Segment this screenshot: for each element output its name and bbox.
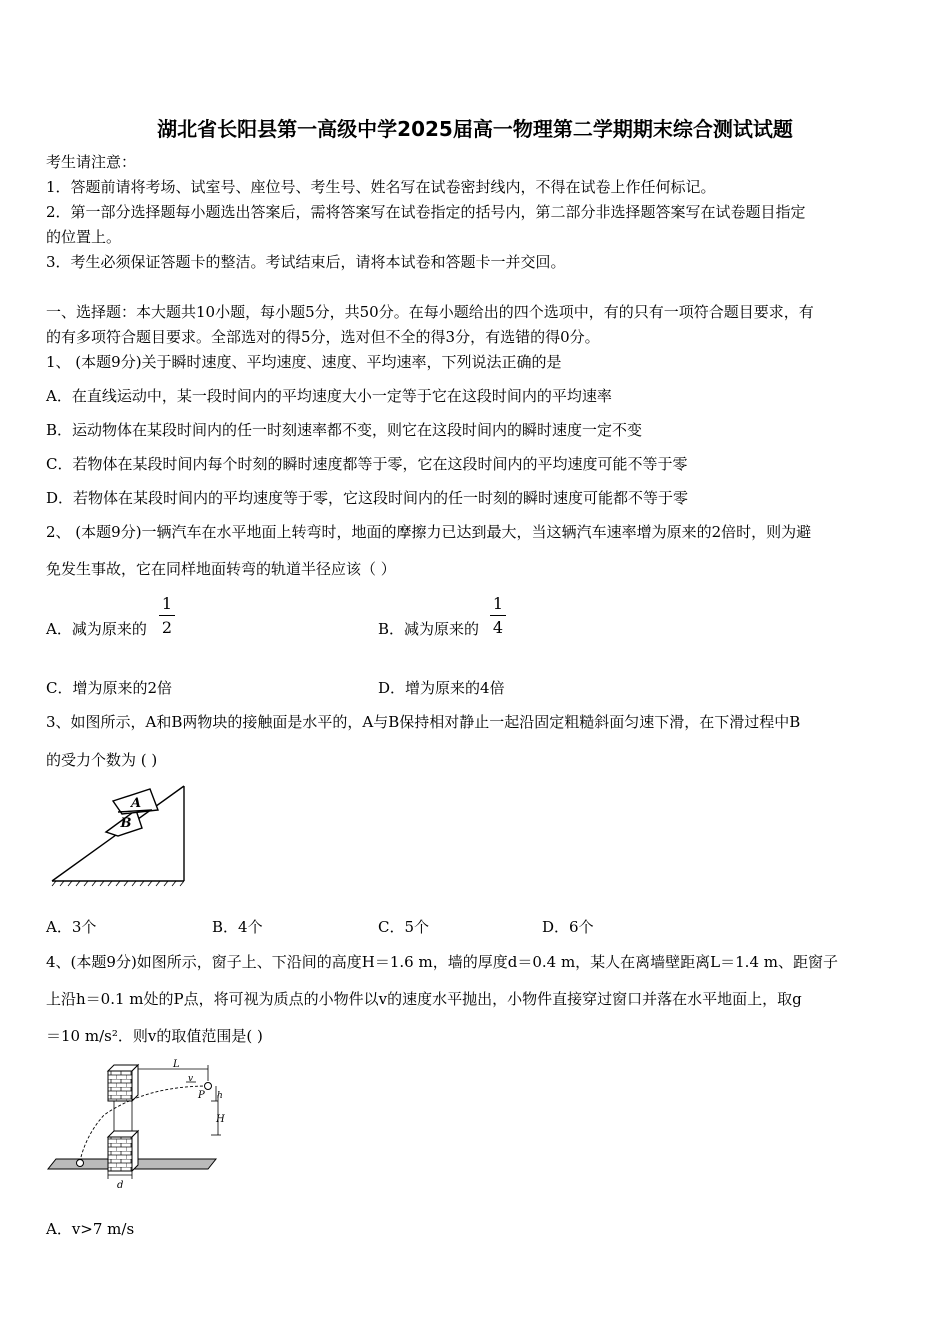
q2-stem-cont: 免发生事故，它在同样地面转弯的轨道半径应该（ ） [46,560,396,578]
q1-stem: 1、 (本题9分)关于瞬时速度、平均速度、速度、平均速率，下列说法正确的是 [46,353,562,371]
q4-option-a: A．v>7 m/s [46,1220,135,1238]
q2-option-d: D．增为原来的4倍 [378,679,505,697]
upper-wall [108,1065,138,1101]
label-l: L [173,1059,180,1070]
section-instructions: 一、选择题：本大题共10小题，每小题5分，共50分。在每小题给出的四个选项中，有的只有一项符合题目要求，有 [46,303,814,321]
q3-option-c: C．5个 [378,918,430,936]
q3-option-b: B．4个 [212,918,263,936]
notice-item-2-cont: 的位置上。 [46,228,122,246]
q4-stem: 4、(本题9分)如图所示，窗子上、下沿间的高度H＝1.6 m，墙的厚度d＝0.4 m，某人在离墙壁距离L＝1.4 m、距窗子 [46,953,838,971]
q2-option-a: A．减为原来的 [46,620,147,638]
q2-option-b: B．减为原来的 [378,620,480,638]
page-title: 湖北省长阳县第一高级中学2025届高一物理第二学期期末综合测试试题 [157,117,793,141]
notice-item-2: 2．第一部分选择题每小题选出答案后，需将答案写在试卷指定的括号内，第二部分非选择题答案写在试卷题目指定 [46,203,806,221]
q2-option-a-fraction: 1 2 [159,594,175,637]
q2-option-b-fraction: 1 4 [490,594,506,637]
q4-stem-cont: 上沿h＝0.1 m处的P点，将可视为质点的小物件以v的速度水平抛出，小物件直接穿过窗口并落在水平地面上，取g [46,990,802,1008]
label-v: v [188,1074,194,1084]
lower-wall [108,1131,138,1171]
q3-incline-figure [46,780,196,895]
label-h: h [217,1091,223,1101]
notice-item-3: 3．考生必须保证答题卡的整洁。考试结束后，请将本试卷和答题卡一并交回。 [46,253,566,271]
label-d: d [117,1180,124,1191]
ball-at-p [205,1083,212,1090]
q3-option-a: A．3个 [46,918,97,936]
ground-hatching [52,881,184,886]
ball-landed [77,1160,84,1167]
label-big-h: H [216,1114,225,1125]
q1-option-a: A．在直线运动中，某一段时间内的平均速度大小一定等于它在这段时间内的平均速率 [46,387,612,405]
notice-item-1: 1．答题前请将考场、试室号、座位号、考生号、姓名写在试卷密封线内，不得在试卷上作任何标记。 [46,178,716,196]
q1-option-d: D．若物体在某段时间内的平均速度等于零，它这段时间内的任一时刻的瞬时速度可能都不等于零 [46,489,689,507]
block-b-label: B [120,816,132,831]
q3-option-d: D．6个 [542,918,594,936]
notice-heading: 考生请注意： [46,153,137,171]
section-instructions-cont: 的有多项符合题目要求。全部选对的得5分，选对但不全的得3分，有选错的得0分。 [46,328,600,346]
q2-stem: 2、 (本题9分)一辆汽车在水平地面上转弯时，地面的摩擦力已达到最大，当这辆汽车速率增为原来的2倍时，则为避 [46,523,812,541]
q4-window-figure [46,1055,226,1195]
trajectory-path [80,1086,208,1161]
q1-option-c: C．若物体在某段时间内每个时刻的瞬时速度都等于零，它在这段时间内的平均速度可能不等于零 [46,455,688,473]
q2-option-c: C．增为原来的2倍 [46,679,173,697]
label-p: P [198,1090,205,1101]
q1-option-b: B．运动物体在某段时间内的任一时刻速率都不变，则它在这段时间内的瞬时速度一定不变 [46,421,643,439]
q3-stem-cont: 的受力个数为 ( ) [46,751,158,769]
q3-stem: 3、如图所示，A和B两物块的接触面是水平的，A与B保持相对静止一起沿固定粗糙斜面匀速下滑，在下滑过程中B [46,713,801,731]
q4-stem-cont-2: ＝10 m/s²．则v的取值范围是( ) [46,1027,263,1045]
block-a-label: A [130,796,142,811]
